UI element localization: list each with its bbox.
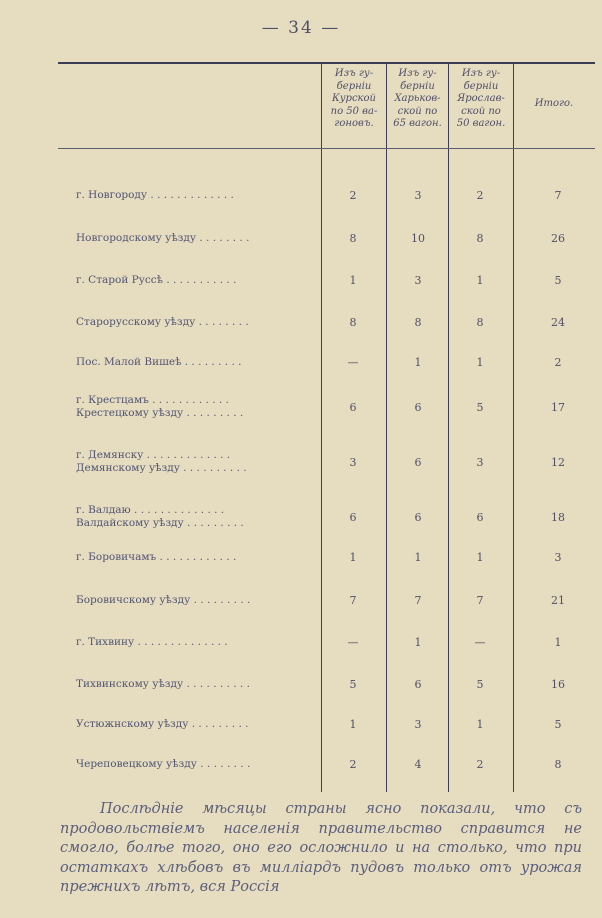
body-paragraph — [60, 800, 582, 898]
cell-kharkov: 4 — [414, 758, 422, 771]
cell-yaroslavl: 5 — [476, 678, 484, 691]
cell-yaroslavl: 7 — [476, 594, 484, 607]
row-label — [76, 594, 320, 607]
column-divider — [513, 64, 514, 792]
cell-kursk: 7 — [349, 594, 357, 607]
row-label — [76, 316, 320, 329]
row-label — [76, 232, 320, 245]
cell-yaroslavl: 1 — [476, 274, 484, 287]
column-header-yaroslavl: Изъ гу- берніи Ярослав- ской по 50 вагон. — [456, 68, 506, 129]
row-label-line: Устюжнскому уѣзду . . . . . . . . . — [76, 718, 249, 730]
row-label-line: Новгородскому уѣзду . . . . . . . . — [76, 232, 250, 244]
cell-kursk: 3 — [349, 456, 357, 469]
row-label-line: г. Валдаю . . . . . . . . . . . . . . — [76, 504, 225, 516]
row-label — [76, 678, 320, 691]
cell-kharkov: 6 — [414, 456, 422, 469]
row-label-line: Череповецкому уѣзду . . . . . . . . — [76, 758, 251, 770]
cell-kursk: 2 — [349, 189, 357, 202]
column-header-total: Итого. — [534, 98, 574, 109]
column-header-kharkov: Изъ гу- берніи Харьков- ской по 65 вагон. — [393, 68, 442, 129]
row-label — [76, 356, 320, 369]
cell-kharkov: 1 — [414, 356, 422, 369]
cell-kursk: 6 — [349, 401, 357, 414]
column-divider — [448, 64, 449, 792]
cell-yaroslavl: 8 — [476, 316, 484, 329]
cell-total: 5 — [554, 718, 562, 731]
cell-yaroslavl: — — [474, 636, 486, 649]
row-label-line: Валдайскому уѣзду . . . . . . . . . — [76, 517, 244, 529]
allocation-table — [58, 62, 595, 792]
row-label — [76, 718, 320, 731]
cell-total: 26 — [551, 232, 565, 245]
cell-yaroslavl: 1 — [476, 718, 484, 731]
cell-kharkov: 3 — [414, 274, 422, 287]
row-label-line: Крестецкому уѣзду . . . . . . . . . — [76, 407, 244, 419]
cell-kursk: 8 — [349, 232, 357, 245]
cell-yaroslavl: 6 — [476, 511, 484, 524]
cell-kursk: 1 — [349, 551, 357, 564]
cell-yaroslavl: 5 — [476, 401, 484, 414]
row-label-line: Пос. Малой Вишеѣ . . . . . . . . . — [76, 356, 242, 368]
cell-kharkov: 7 — [414, 594, 422, 607]
cell-total: 5 — [554, 274, 562, 287]
row-label-line: Демянскому уѣзду . . . . . . . . . . — [76, 462, 247, 474]
cell-yaroslavl: 3 — [476, 456, 484, 469]
row-label — [76, 504, 320, 530]
cell-kharkov: 1 — [414, 636, 422, 649]
paragraph-text: Послѣдніе мѣсяцы страны ясно показали, что съ продовольствіемъ населенія правительство справится не смогло, болѣе того, оно его осложнило и на столько, что при остаткахъ хлѣбовъ въ миллiардъ пудовъ только отъ урожая прежнихъ лѣтъ, вся Россія — [60, 801, 582, 895]
column-divider — [386, 64, 387, 792]
page-number: — 34 — — [261, 18, 341, 38]
cell-kharkov: 8 — [414, 316, 422, 329]
cell-total: 3 — [554, 551, 562, 564]
column-header-kursk: Изъ гу- берніи Курской по 50 ва- гоновъ. — [330, 68, 378, 129]
cell-total: 2 — [554, 356, 562, 369]
row-label — [76, 394, 320, 420]
cell-kharkov: 6 — [414, 511, 422, 524]
cell-kharkov: 3 — [414, 189, 422, 202]
cell-kharkov: 6 — [414, 678, 422, 691]
cell-total: 8 — [554, 758, 562, 771]
row-label-line: г. Крестцамъ . . . . . . . . . . . . — [76, 394, 229, 406]
cell-yaroslavl: 1 — [476, 356, 484, 369]
row-label — [76, 551, 320, 564]
cell-kharkov: 6 — [414, 401, 422, 414]
cell-kursk: 1 — [349, 274, 357, 287]
row-label-line: г. Боровичамъ . . . . . . . . . . . . — [76, 551, 237, 563]
cell-kursk: 6 — [349, 511, 357, 524]
row-label-line: г. Демянску . . . . . . . . . . . . . — [76, 449, 231, 461]
cell-kursk: 5 — [349, 678, 357, 691]
cell-yaroslavl: 2 — [476, 758, 484, 771]
cell-total: 12 — [551, 456, 565, 469]
cell-yaroslavl: 1 — [476, 551, 484, 564]
cell-kursk: 2 — [349, 758, 357, 771]
cell-kharkov: 1 — [414, 551, 422, 564]
row-label-line: Старорусскому уѣзду . . . . . . . . — [76, 316, 249, 328]
cell-total: 1 — [554, 636, 562, 649]
cell-total: 18 — [551, 511, 565, 524]
cell-kursk: — — [347, 356, 359, 369]
row-label — [76, 758, 320, 771]
cell-kursk: 1 — [349, 718, 357, 731]
row-label — [76, 189, 320, 202]
cell-kharkov: 3 — [414, 718, 422, 731]
row-label-line: г. Старой Руссѣ . . . . . . . . . . . — [76, 274, 237, 286]
cell-kharkov: 10 — [411, 232, 425, 245]
cell-yaroslavl: 2 — [476, 189, 484, 202]
cell-total: 7 — [554, 189, 562, 202]
row-label — [76, 449, 320, 475]
cell-kursk: — — [347, 636, 359, 649]
row-label-line: г. Новгороду . . . . . . . . . . . . . — [76, 189, 234, 201]
column-divider — [321, 64, 322, 792]
cell-yaroslavl: 8 — [476, 232, 484, 245]
cell-total: 21 — [551, 594, 565, 607]
row-label — [76, 636, 320, 649]
row-label-line: Боровичскому уѣзду . . . . . . . . . — [76, 594, 251, 606]
row-label-line: Тихвинскому уѣзду . . . . . . . . . . — [76, 678, 250, 690]
cell-total: 16 — [551, 678, 565, 691]
cell-kursk: 8 — [349, 316, 357, 329]
cell-total: 24 — [551, 316, 565, 329]
row-label — [76, 274, 320, 287]
cell-total: 17 — [551, 401, 565, 414]
row-label-line: г. Тихвину . . . . . . . . . . . . . . — [76, 636, 228, 648]
